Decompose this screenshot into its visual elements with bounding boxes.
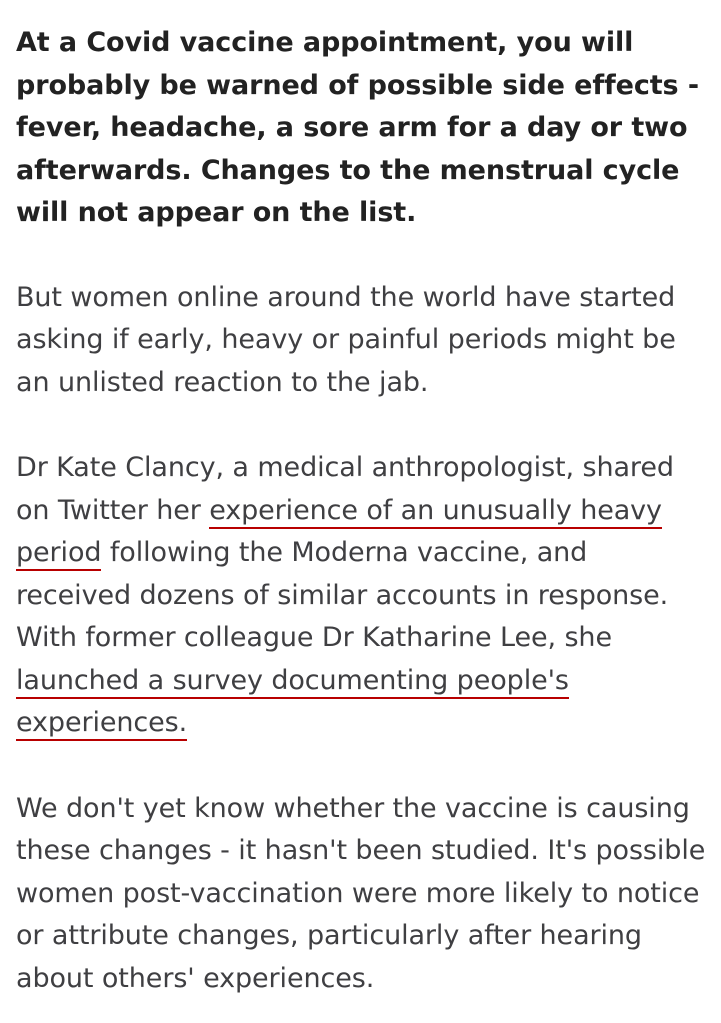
heavy-period-link[interactable]: experience of an unusually heavy period	[16, 495, 662, 572]
lede-paragraph: At a Covid vaccine appointment, you will probably be warned of possible side effects - fever, headache, a sore arm for a day or two afterwards. Changes to the menstrual cycle will not appear on the list.	[16, 27, 699, 228]
paragraph-3	[16, 447, 707, 745]
paragraph-2: But women online around the world have started asking if early, heavy or painful periods might be an unlisted reaction to the jab.	[16, 281, 676, 398]
paragraph-3-text-start: Dr Kate Clancy, a medical anthropologist, shared on Twitter her	[16, 452, 674, 526]
survey-link[interactable]: launched a survey documenting people's experiences.	[16, 665, 569, 742]
paragraph-4: We don't yet know whether the vaccine is causing these changes - it hasn't been studied. It's possible women post-vaccination were more likely to notice or attribute changes, particularly after hearing about others' experiences.	[16, 792, 706, 994]
paragraph-3-text-middle: following the Moderna vaccine, and received dozens of similar accounts in response. With former colleague Dr Katharine Lee, she	[16, 537, 669, 653]
